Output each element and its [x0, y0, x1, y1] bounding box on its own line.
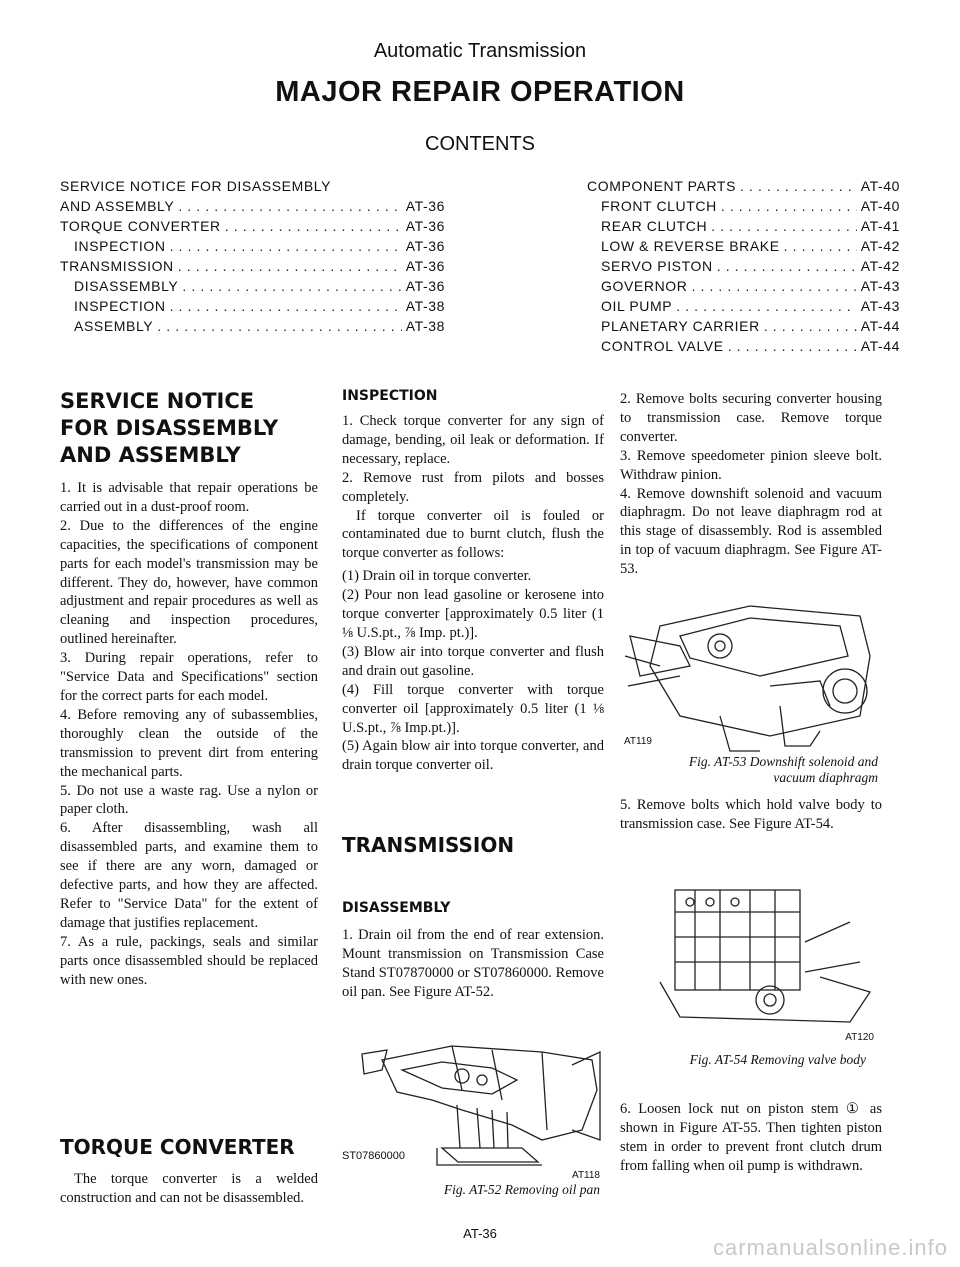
paragraph: If torque converter oil is fouled or contaminated due to burnt clutch, flush the torque converter as follows:: [342, 507, 604, 562]
figure-code: AT118: [572, 1170, 600, 1181]
toc-entry: [587, 276, 900, 296]
paragraph: 6. Loosen lock nut on piston stem ① as shown in Figure AT-55. Then tighten piston stem in order to prevent front clutch drum from falling when oil pump is withdrawn.: [620, 1101, 882, 1174]
toc-label: LOW & REVERSE BRAKE: [601, 238, 780, 254]
paragraph: 7. As a rule, packings, seals and similar parts once disassembled should be replaced with new ones.: [60, 933, 318, 988]
figure-at-54: [620, 882, 882, 1072]
toc-entry: [587, 316, 900, 336]
heading-line: SERVICE NOTICE: [60, 389, 255, 413]
toc-label: COMPONENT PARTS: [587, 178, 737, 194]
toc-leader-dots: [178, 196, 401, 216]
toc-entry: [60, 256, 445, 276]
column-3-top: [620, 390, 882, 579]
toc-page: AT-36: [405, 218, 445, 234]
toc-intro-line: [60, 176, 445, 196]
toc-page: AT-40: [860, 198, 900, 214]
toc-right: [587, 176, 900, 356]
heading-line: FOR DISASSEMBLY: [60, 416, 279, 440]
service-notice-body: [60, 479, 318, 989]
paragraph: 3. Remove speedometer pinion sleeve bolt. Withdraw pinion.: [620, 447, 882, 483]
toc-leader-dots: [784, 236, 857, 256]
downshift-solenoid-illustration: [620, 596, 882, 756]
toc-page: AT-36: [405, 278, 445, 294]
toc-leader-dots: [740, 176, 857, 196]
toc-label: GOVERNOR: [601, 278, 688, 294]
torque-converter-heading: TORQUE CONVERTER: [60, 1135, 295, 1159]
page-title: MAJOR REPAIR OPERATION: [275, 76, 685, 108]
toc-entry: [60, 216, 445, 236]
service-notice-heading: [60, 388, 318, 469]
heading-line: AND ASSEMBLY: [60, 443, 241, 467]
running-header: Automatic Transmission: [373, 40, 587, 62]
figure-caption: Fig. AT-52 Removing oil pan: [443, 1182, 600, 1197]
toc-leader-dots: [178, 256, 402, 276]
toc-leader-dots: [170, 296, 402, 316]
toc-leader-dots: [691, 276, 856, 296]
toc-leader-dots: [764, 316, 857, 336]
toc-label: AND ASSEMBLY: [60, 198, 175, 214]
figure-code: AT120: [845, 1032, 874, 1043]
toc-label: OIL PUMP: [601, 298, 673, 314]
toc-label: PLANETARY CARRIER: [601, 318, 760, 334]
toc-entry: [60, 196, 445, 216]
toc-leader-dots: [170, 236, 402, 256]
toc-page: AT-44: [860, 338, 900, 354]
toc-label: INSPECTION: [74, 238, 166, 254]
toc-entry: [60, 236, 445, 256]
figure-at-52: [342, 1030, 604, 1196]
column-3-bottom: [620, 1100, 882, 1176]
column-1: [60, 388, 318, 989]
toc-leader-dots: [711, 216, 857, 236]
toc-page: AT-36: [405, 238, 445, 254]
disassembly-body: [342, 926, 604, 1002]
column-3-middle: [620, 796, 882, 834]
toc-page: AT-43: [860, 278, 900, 294]
paragraph: 1. Drain oil from the end of rear extension. Mount transmission on Transmission Case Stand ST07870000 or ST07860000. Remove oil pan. See Figure AT-52.: [342, 927, 604, 1000]
paragraph: 1. It is advisable that repair operations be carried out in a dust-proof room.: [60, 480, 318, 515]
toc-page: AT-36: [405, 198, 445, 214]
toc-entry: [587, 336, 900, 356]
toc-label: DISASSEMBLY: [74, 278, 179, 294]
toc-leader-dots: [676, 296, 857, 316]
page-number: AT-36: [463, 1226, 497, 1241]
toc-page: AT-42: [860, 258, 900, 274]
toc-label: TRANSMISSION: [60, 258, 174, 274]
valve-body-illustration: [620, 882, 882, 1032]
paragraph: 2. Remove rust from pilots and bosses completely.: [342, 469, 604, 505]
toc-leader-dots: [225, 216, 402, 236]
paragraph: 1. Check torque converter for any sign of damage, bending, oil leak or deformation. If necessary, replace.: [342, 413, 604, 467]
disassembly-heading: DISASSEMBLY: [342, 900, 451, 916]
toc-label: REAR CLUTCH: [601, 218, 708, 234]
toc-leader-dots: [728, 336, 857, 356]
inspection-body: [342, 412, 604, 775]
toc-entry: [587, 296, 900, 316]
paragraph: 2. Due to the differences of the engine capacities, the specifications of component parts for each model's transmission may be different. They do, however, have common adjustment and repair procedures as well as cleaning and inspection procedures, outlined hereinafter.: [60, 517, 318, 648]
paragraph: (4) Fill torque converter with torque converter oil [approximately 0.5 liter (1 ⅛ U.S.pt., ⅞ Imp.pt.)].: [342, 681, 604, 736]
toc-label: SERVICE NOTICE FOR DISASSEMBLY: [60, 178, 332, 194]
toc-entry: [587, 236, 900, 256]
figure-at-53: [620, 596, 882, 785]
toc-page: AT-40: [860, 178, 900, 194]
paragraph: 4. Before removing any of subassemblies, thoroughly clean the outside of the transmission to prevent dirt from entering the mechanical parts.: [60, 706, 318, 780]
toc-page: AT-36: [405, 258, 445, 274]
figure-caption-line-2: vacuum diaphragm: [773, 770, 878, 785]
toc-label: SERVO PISTON: [601, 258, 713, 274]
toc-page: AT-38: [405, 318, 445, 334]
toc-entry: [60, 276, 445, 296]
column-2: [342, 388, 604, 775]
toc-entry: [587, 196, 900, 216]
toc-page: AT-41: [860, 218, 900, 234]
paragraph: 5. Do not use a waste rag. Use a nylon or paper cloth.: [60, 782, 318, 818]
watermark: carmanualsonline.info: [712, 1235, 948, 1260]
toc-label: ASSEMBLY: [74, 318, 154, 334]
toc-page: AT-43: [860, 298, 900, 314]
paragraph: 6. After disassembling, wash all disassembled parts, and examine them to see if there are any worn, damaged or defective parts, and how they are affected. Refer to "Service Data" for the extent of damage that justifies replacement.: [60, 820, 318, 931]
toc-left: [60, 176, 445, 336]
toc-leader-dots: [721, 196, 857, 216]
toc-page: AT-42: [860, 238, 900, 254]
tool-label: ST07860000: [342, 1150, 405, 1162]
toc-entry: [587, 256, 900, 276]
transmission-heading: TRANSMISSION: [342, 833, 515, 857]
paragraph: 4. Remove downshift solenoid and vacuum diaphragm. Do not leave diaphragm rod at this stage of disassembly. Rod is assembled in top of vacuum diaphragm. See Figure AT-53.: [620, 485, 882, 578]
toc-label: FRONT CLUTCH: [601, 198, 717, 214]
toc-leader-dots: [182, 276, 401, 296]
figure-code: AT119: [624, 736, 652, 747]
contents-heading: CONTENTS: [425, 133, 535, 155]
paragraph: 3. During repair operations, refer to "Service Data and Specifications" section for the correct parts for each model.: [60, 650, 318, 704]
paragraph: (5) Again blow air into torque converter, and drain torque converter oil.: [342, 738, 604, 774]
paragraph: 5. Remove bolts which hold valve body to transmission case. See Figure AT-54.: [620, 797, 882, 832]
toc-label: TORQUE CONVERTER: [60, 218, 221, 234]
paragraph: (3) Blow air into torque converter and flush and drain out gasoline.: [342, 643, 604, 679]
toc-leader-dots: [157, 316, 401, 336]
toc-page: AT-38: [405, 298, 445, 314]
figure-caption: Fig. AT-54 Removing valve body: [689, 1052, 866, 1067]
toc-entry: [60, 296, 445, 316]
paragraph: (2) Pour non lead gasoline or kerosene into torque converter [approximately 0.5 liter (1 ⅛ U.S.pt., ⅞ Imp. pt.)].: [342, 587, 604, 641]
toc-label: CONTROL VALVE: [601, 338, 724, 354]
toc-label: INSPECTION: [74, 298, 166, 314]
toc-entry: [60, 316, 445, 336]
paragraph: (1) Drain oil in torque converter.: [342, 568, 532, 585]
figure-caption-line-1: Fig. AT-53 Downshift solenoid and: [688, 754, 878, 769]
paragraph: 2. Remove bolts securing converter housing to transmission case. Remove torque converter.: [620, 391, 882, 445]
torque-converter-text: The torque converter is a welded construction and can not be disassembled.: [60, 1171, 318, 1206]
toc-leader-dots: [717, 256, 857, 276]
toc-entry: [587, 176, 900, 196]
inspection-heading: INSPECTION: [342, 388, 438, 404]
toc-page: AT-44: [860, 318, 900, 334]
toc-entry: [587, 216, 900, 236]
